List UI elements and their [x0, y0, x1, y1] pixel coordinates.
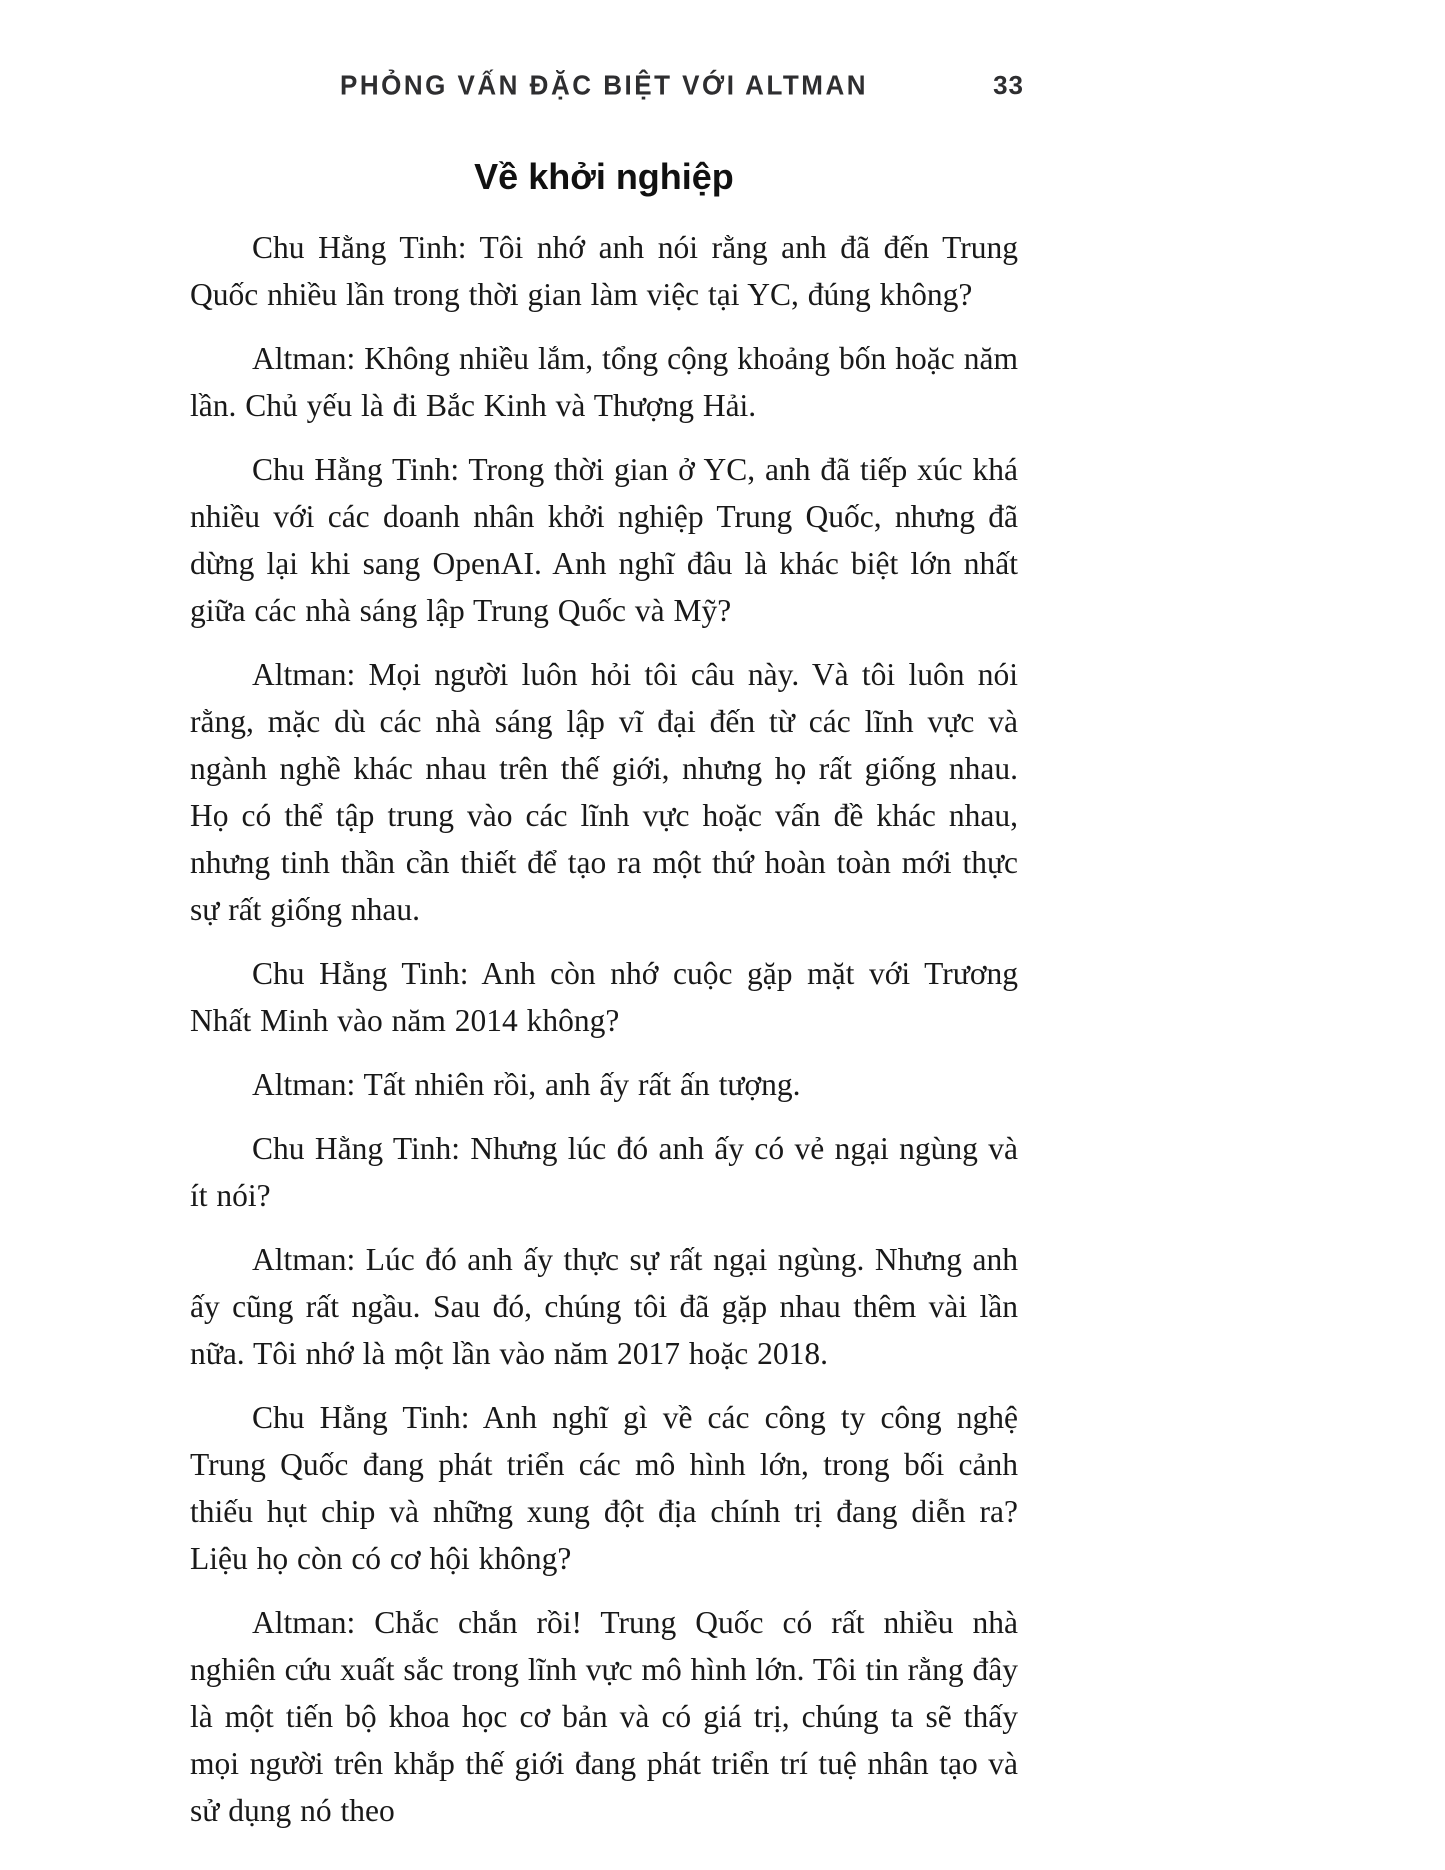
dialogue-paragraph: Altman: Chắc chắn rồi! Trung Quốc có rất nhiều nhà nghiên cứu xuất sắc trong lĩnh vực mô hình lớn. Tôi tin rằng đây là một tiến bộ khoa học cơ bản và có giá trị, chúng ta sẽ thấy mọi người trên khắp thế giới đang phát triển trí tuệ nhân tạo và sử dụng nó theo [190, 1605, 1018, 1828]
dialogue-paragraph: Chu Hằng Tinh: Trong thời gian ở YC, anh đã tiếp xúc khá nhiều với các doanh nhân khởi nghiệp Trung Quốc, nhưng đã dừng lại khi sang OpenAI. Anh nghĩ đâu là khác biệt lớn nhất giữa các nhà sáng lập Trung Quốc và Mỹ? [190, 452, 1018, 628]
dialogue-paragraph: Altman: Tất nhiên rồi, anh ấy rất ấn tượng. [252, 1067, 801, 1102]
page-number: 33 [993, 70, 1024, 100]
running-header [190, 68, 1024, 110]
text-column [190, 68, 1024, 1851]
dialogue-paragraph: Chu Hằng Tinh: Anh nghĩ gì về các công ty công nghệ Trung Quốc đang phát triển các mô hình lớn, trong bối cảnh thiếu hụt chip và những xung đột địa chính trị đang diễn ra? Liệu họ còn có cơ hội không? [190, 1400, 1018, 1576]
dialogue-paragraph: Altman: Mọi người luôn hỏi tôi câu này. Và tôi luôn nói rằng, mặc dù các nhà sáng lập vĩ đại đến từ các lĩnh vực và ngành nghề khác nhau trên thế giới, nhưng họ rất giống nhau. Họ có thể tập trung vào các lĩnh vực hoặc vấn đề khác nhau, nhưng tinh thần cần thiết để tạo ra một thứ hoàn toàn mới thực sự rất giống nhau. [190, 657, 1018, 927]
section-title: Về khởi nghiệp [474, 156, 734, 197]
running-header-title: PHỎNG VẤN ĐẶC BIỆT VỚI ALTMAN [339, 68, 868, 102]
interview-dialogue [190, 224, 1018, 1834]
dialogue-paragraph: Altman: Không nhiều lắm, tổng cộng khoảng bốn hoặc năm lần. Chủ yếu là đi Bắc Kinh và Thượng Hải. [190, 341, 1018, 423]
dialogue-paragraph: Altman: Lúc đó anh ấy thực sự rất ngại ngùng. Nhưng anh ấy cũng rất ngầu. Sau đó, chúng tôi đã gặp nhau thêm vài lần nữa. Tôi nhớ là một lần vào năm 2017 hoặc 2018. [190, 1242, 1018, 1371]
dialogue-paragraph: Chu Hằng Tinh: Anh còn nhớ cuộc gặp mặt với Trương Nhất Minh vào năm 2014 không? [190, 956, 1018, 1038]
dialogue-paragraph: Chu Hằng Tinh: Nhưng lúc đó anh ấy có vẻ ngại ngùng và ít nói? [190, 1131, 1018, 1213]
dialogue-paragraph: Chu Hằng Tinh: Tôi nhớ anh nói rằng anh đã đến Trung Quốc nhiều lần trong thời gian làm việc tại YC, đúng không? [190, 230, 1018, 312]
